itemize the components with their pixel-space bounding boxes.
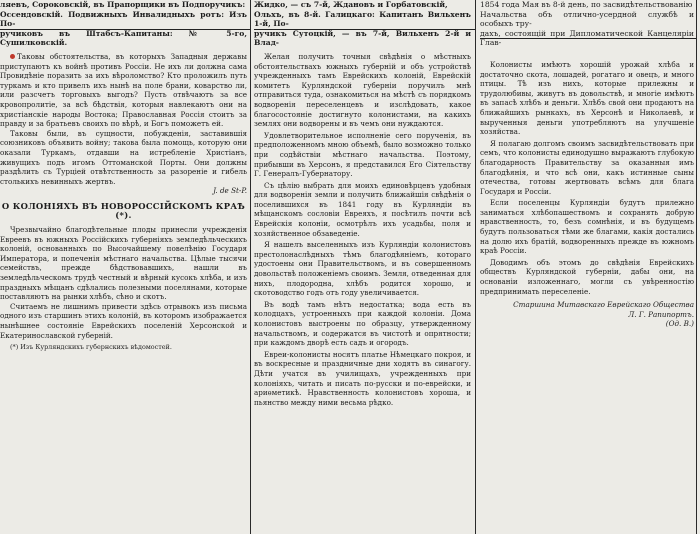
signature-title: Старшина Митавскаго Еврейскаго Общества (513, 300, 694, 310)
top-line: дахъ, состоящій при Дипломатической Канцеляріи Глав- (480, 28, 694, 48)
paragraph: Я нашелъ выселенныхъ изъ Курляндіи колонистовъ престолонаслѣдныхъ тѣмъ благодѣяніемъ, котораго удостоены они Правительствомъ, и въ совершенномъ довольствѣ положеніемъ своимъ. Земля, отведенная для нихъ, плодородна, хлѣбъ родится хорошо, и скотоводство годъ отъ году увеличивается. (254, 240, 471, 298)
column-rule (696, 0, 697, 534)
footnote: (*) Изъ Курляндскихъ губернскихъ вѣдомостей. (10, 343, 172, 352)
top-line: Ольхъ, въ 8-й. Галицкаго: Капитанъ Вильхенъ 1-й, По- (254, 9, 471, 29)
article2-para: Считаемъ не лишнимъ привести здѣсь отрывокъ изъ письма одного изъ старшинъ этихъ колоній, въ которомъ изображается нынѣшнее состояніе Еврейскихъ поселеній Херсонской и Екатеринославской губерній. (0, 301, 247, 340)
paragraph: Желая получить точныя свѣдѣнія о мѣстныхъ обстоятельствахъ южныхъ губерній и объ устройствѣ учрежденныхъ тамъ Еврейскихъ колоній, Еврейскій комитетъ Курляндской губерніи поручилъ мнѣ отправиться туда, ознакомиться на мѣстѣ съ порядкомъ водворенія переселенцевъ и изслѣдовать, какое благосостояніе достигнуто колонистами, на какихъ землях они водворены и въ чемъ они нуждаются. (254, 51, 471, 129)
top-line: ляевъ, Сороковскій, въ Прапорщики въ Подпоручикъ: (0, 0, 246, 9)
paragraph: Въ водѣ тамъ нѣтъ недостатка; вода есть въ колодцахъ, устроенныхъ при каждой колоніи. Дома колонистовъ выстроены по образцу, утвержденному начальствомъ, и содержатся въ чистотѣ и опрятности; при каждомъ дворѣ есть садъ и огородъ. (254, 299, 471, 348)
source-note: (Од. В.) (665, 319, 694, 329)
column-2 (254, 0, 471, 407)
paragraph: Евреи-колонисты носятъ платье Нѣмецкаго покроя, и въ воскресные и праздничные дни ходятъ въ синагогу. Дѣти учатся въ училищахъ, учрежденныхъ при колоніяхъ, читать и писать по-русски и по-еврейски, и ариѳметикѣ. Нравственность колонистовъ хороша, и пьянство между ними весьма рѣдко. (254, 349, 471, 407)
paragraph: Если поселенцы Курляндіи будутъ прилежно заниматься хлѣбопашествомъ и сохранять добрую нравственность, то, безъ сомнѣнія, и въ будущемъ будутъ пользоваться тѣми же благами, какія достались на долю ихъ братій, водворенныхъ прежде въ южномъ краѣ Россіи. (480, 198, 694, 256)
paragraph: Я полагаю долгомъ своимъ засвидѣтельствовать при семъ, что колонисты единодушно выражаютъ глубокую благодарность Правительству за оказанныя имъ благодѣянія, и что всѣ они, какъ истинные сыны отечества, готовы жертвовать всѣмъ для блага Государя и Россіи. (480, 138, 694, 196)
paragraph: Удовлетворительное исполненіе сего порученія, въ предположенномъ мною объемѣ, было возможно только при содѣйствіи мѣстнаго начальства. Поэтому, прибывши въ Херсонъ, я представился Его Сіятельству Г. Генералъ-Губернатору. (254, 130, 471, 179)
article2-heading: О КОЛОНІЯХЪ ВЪ НОВОРОССІЙСКОМЪ КРАѢ (*). (1, 200, 246, 221)
article1-para: Таковы обстоятельства, въ которыхъ Западныя державы приступаютъ къ войнѣ противъ Россіи. Не ихъ ли должна сама Провидѣніе поразить за ихъ вѣроломство? Кто проложилъ путь туркамъ и кто привелъ ихъ нынѣ на поле брани, коварство ли, или разсчетъ торговыхъ выгодъ? Пусть отвѣчаютъ за все кровопролитіе, за всѣ бѣдствія, которыя навлекаютъ они на христіанскіе народы Востока; Православная Россія стоитъ за правду и за братьевъ своихъ по вѣрѣ, и Богъ поможетъ ей. (0, 51, 247, 129)
top-line: 1854 года Мая въ 8-й день, по засвидѣтельствованію (480, 0, 693, 9)
paragraph: Колонисты имѣютъ хорошій урожай хлѣба и достаточно скота, лошадей, рогатаго и овецъ, и много птицы. Тѣ изъ нихъ, которые прилежны и трудолюбивы, живутъ въ довольствѣ, и многіе имѣютъ въ запасѣ хлѣбъ и деньги. Хлѣбъ свой они продаютъ на ближайшихъ рынкахъ, въ Херсонѣ и Николаевѣ, и вырученныя деньги употребляютъ на улучшеніе хозяйства. (480, 59, 694, 137)
top-line: ручиковъ въ Штабсъ-Капитаны: № 5-го, Сушилковскій. (0, 28, 247, 48)
top-line: ручикъ Сутоцкій, — въ 7-й, Вильхенъ 2-й и Влад- (254, 28, 471, 48)
column-rule (475, 0, 476, 534)
red-mark-icon (10, 54, 15, 59)
article1-signature: J. de St-P. (213, 186, 247, 196)
article1-para: Таковы были, въ сущности, побужденія, заставившія союзниковъ объявить войну; такова была помощь, которую они оказали Туркамъ, отдавши на истребленіе Христіанъ, живущихъ подъ игомъ Оттоманской Порты. Они должны раздѣлить съ Турціей отвѣтственность за разореніе и гибель столькихъ невинныхъ жертвъ. (0, 128, 247, 186)
paragraph: Съ цѣлію выбрать для моихъ единовѣрцевъ удобныя для водворенія земли и получить ближайшія свѣдѣнія о поселившихся въ 1841 году въ Курляндіи въ мѣщанскомъ сословіи Евреяхъ, я посѣтилъ почти всѣ Еврейскія колоніи, осмотрѣлъ ихъ усадьбы, поля и хозяйственное обзаведеніе. (254, 180, 471, 238)
top-line: Оссендовскій. Подвижныхъ Инвалидныхъ ротъ: Изъ По- (0, 9, 247, 29)
top-line: Начальства объ отлично-усердной службѣ и особыхъ тру- (480, 9, 694, 29)
paragraph: Доводимъ объ этомъ до свѣдѣнія Еврейскихъ обществъ Курляндской губерніи, дабы они, на основаніи изложеннаго, могли съ увѣренностію предпринимать переселеніе. (480, 257, 694, 296)
column-1 (0, 0, 247, 353)
top-line: Жидко, — съ 7-й, Ждановъ и Горбатовскій, (254, 0, 448, 9)
article2-para: Чрезвычайно благодѣтельные плоды принесли учрежденія Евреевъ въ южныхъ Россійскихъ губерніяхъ земледѣльческихъ колоній, основанныхъ по Высочайшему повелѣнію Государя Императора, и попеченія мѣстнаго начальства. Цѣлые тысячи семействъ, прежде бѣдствовавшихъ, нашли въ земледѣльческомъ трудѣ честный и вѣрный кусокъ хлѣба, и изъ праздныхъ мѣщанъ сдѣлались полезными поселянами, которые поставляютъ на рынки хлѣбъ, сѣно и скотъ. (0, 225, 247, 302)
column-rule (250, 0, 251, 534)
column-3 (480, 0, 694, 329)
signature-name: Л. Г. Рапипортъ. (628, 309, 694, 319)
